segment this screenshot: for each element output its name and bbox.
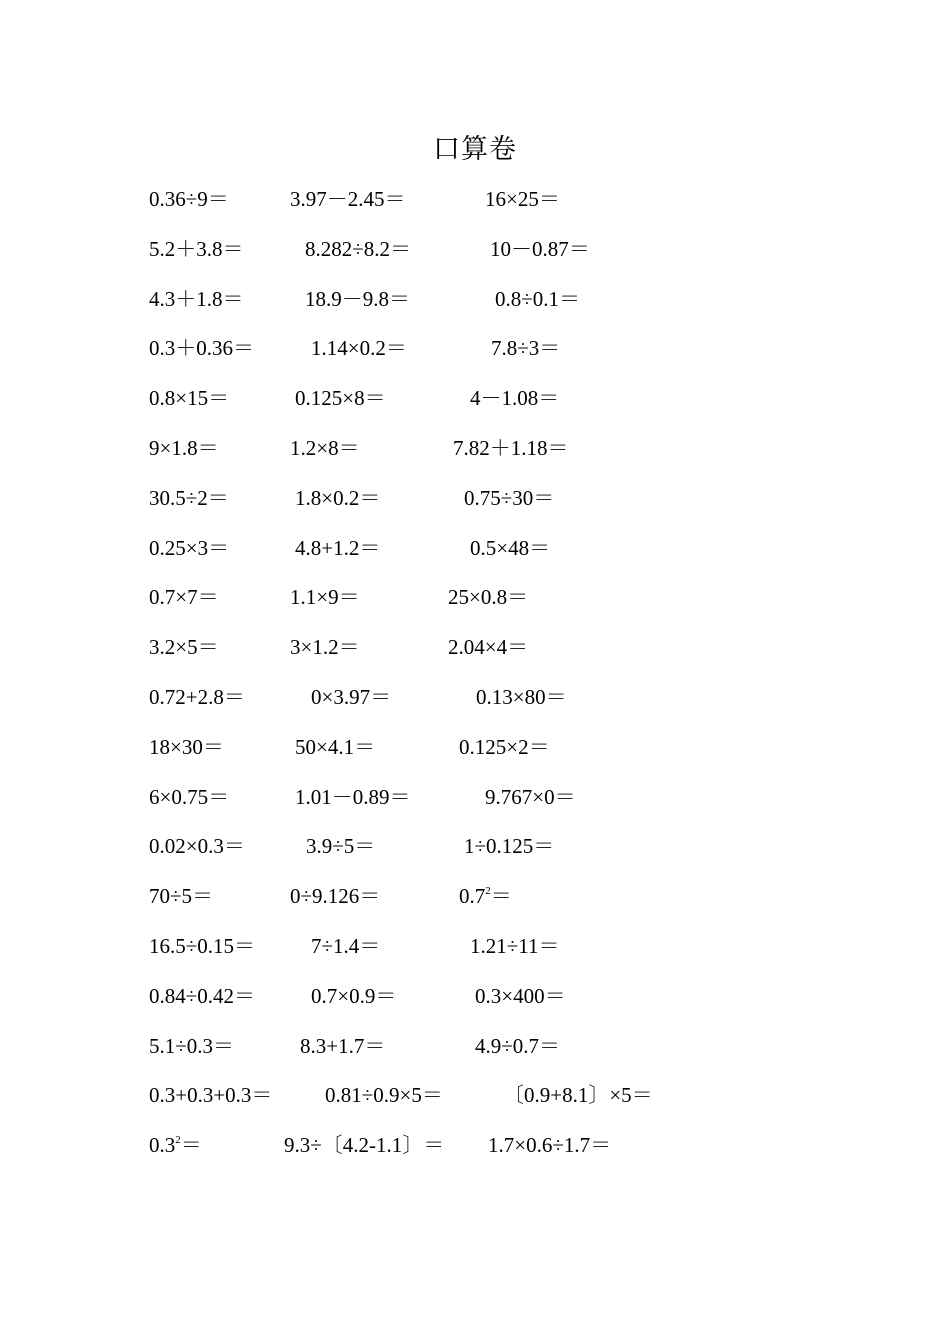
problem-r8-c1: 0.25×3＝ (149, 536, 230, 560)
problem-r15-c3: $0.7^2=$ (459, 884, 512, 908)
problem-r9-c2: 1.1×9＝ (290, 585, 360, 609)
problem-r1-c1: 0.36÷9＝ (149, 187, 229, 211)
problem-r14-c2: 3.9÷5＝ (306, 834, 376, 858)
problem-r10-c3: 2.04×4＝ (448, 635, 529, 659)
problem-r1-c3: 16×25＝ (485, 187, 560, 211)
problem-r5-c1: 0.8×15＝ (149, 386, 230, 410)
problem-r12-c2: 50×4.1＝ (295, 735, 376, 759)
problem-r16-c3: 1.21÷11＝ (470, 934, 560, 958)
problem-r5-c3: 4－1.08＝ (470, 386, 560, 410)
page-title: 口算卷 (433, 134, 517, 164)
problem-r4-c2: 1.14×0.2＝ (311, 336, 407, 360)
problem-r17-c3: 0.3×400＝ (475, 984, 566, 1008)
problem-r10-c2: 3×1.2＝ (290, 635, 360, 659)
problem-r6-c1: 9×1.8＝ (149, 436, 219, 460)
problem-r3-c2: 18.9－9.8＝ (305, 287, 410, 311)
problem-r3-c3: 0.8÷0.1＝ (495, 287, 581, 311)
problem-r8-c3: 0.5×48＝ (470, 536, 551, 560)
problem-r2-c3: 10－0.87＝ (490, 237, 590, 261)
problem-r4-c3: 7.8÷3＝ (491, 336, 561, 360)
problem-r6-c3: 7.82＋1.18＝ (453, 436, 569, 460)
problem-r5-c2: 0.125×8＝ (295, 386, 386, 410)
problem-r12-c1: 18×30＝ (149, 735, 224, 759)
problem-r19-c3: 〔0.9+8.1〕×5＝ (503, 1083, 653, 1107)
problem-r7-c3: 0.75÷30＝ (464, 486, 555, 510)
problem-r8-c2: 4.8+1.2＝ (295, 536, 381, 560)
problem-r20-c2: 9.3÷〔4.2-1.1〕＝ (284, 1133, 445, 1157)
problem-r6-c2: 1.2×8＝ (290, 436, 360, 460)
problem-r11-c1: 0.72+2.8＝ (149, 685, 245, 709)
problem-r19-c1: 0.3+0.3+0.3＝ (149, 1083, 273, 1107)
problem-r3-c1: 4.3＋1.8＝ (149, 287, 244, 311)
problem-r16-c2: 7÷1.4＝ (311, 934, 381, 958)
problem-r17-c2: 0.7×0.9＝ (311, 984, 397, 1008)
problem-r7-c1: 30.5÷2＝ (149, 486, 229, 510)
problem-r10-c1: 3.2×5＝ (149, 635, 219, 659)
problem-r13-c2: 1.01－0.89＝ (295, 785, 411, 809)
problem-r14-c1: 0.02×0.3＝ (149, 834, 245, 858)
problem-r12-c3: 0.125×2＝ (459, 735, 550, 759)
problem-r20-c3: 1.7×0.6÷1.7＝ (488, 1133, 612, 1157)
problem-r17-c1: 0.84÷0.42＝ (149, 984, 256, 1008)
problem-r14-c3: 1÷0.125＝ (464, 834, 555, 858)
problem-r2-c1: 5.2＋3.8＝ (149, 237, 244, 261)
problem-r13-c3: 9.767×0＝ (485, 785, 576, 809)
problem-r11-c3: 0.13×80＝ (476, 685, 567, 709)
problem-r19-c2: 0.81÷0.9×5＝ (325, 1083, 443, 1107)
problem-r4-c1: 0.3＋0.36＝ (149, 336, 254, 360)
problem-r15-c2: 0÷9.126＝ (290, 884, 381, 908)
problem-r9-c1: 0.7×7＝ (149, 585, 219, 609)
problem-r18-c1: 5.1÷0.3＝ (149, 1034, 235, 1058)
problem-r18-c2: 8.3+1.7＝ (300, 1034, 386, 1058)
problem-r16-c1: 16.5÷0.15＝ (149, 934, 256, 958)
problem-r1-c2: 3.97－2.45＝ (290, 187, 406, 211)
problem-r11-c2: 0×3.97＝ (311, 685, 392, 709)
problem-r20-c1: $0.3^2=$ (149, 1133, 202, 1157)
problem-r2-c2: 8.282÷8.2＝ (305, 237, 412, 261)
problem-r18-c3: 4.9÷0.7＝ (475, 1034, 561, 1058)
problem-r13-c1: 6×0.75＝ (149, 785, 230, 809)
problem-r7-c2: 1.8×0.2＝ (295, 486, 381, 510)
problem-r15-c1: 70÷5＝ (149, 884, 214, 908)
problem-r9-c3: 25×0.8＝ (448, 585, 529, 609)
